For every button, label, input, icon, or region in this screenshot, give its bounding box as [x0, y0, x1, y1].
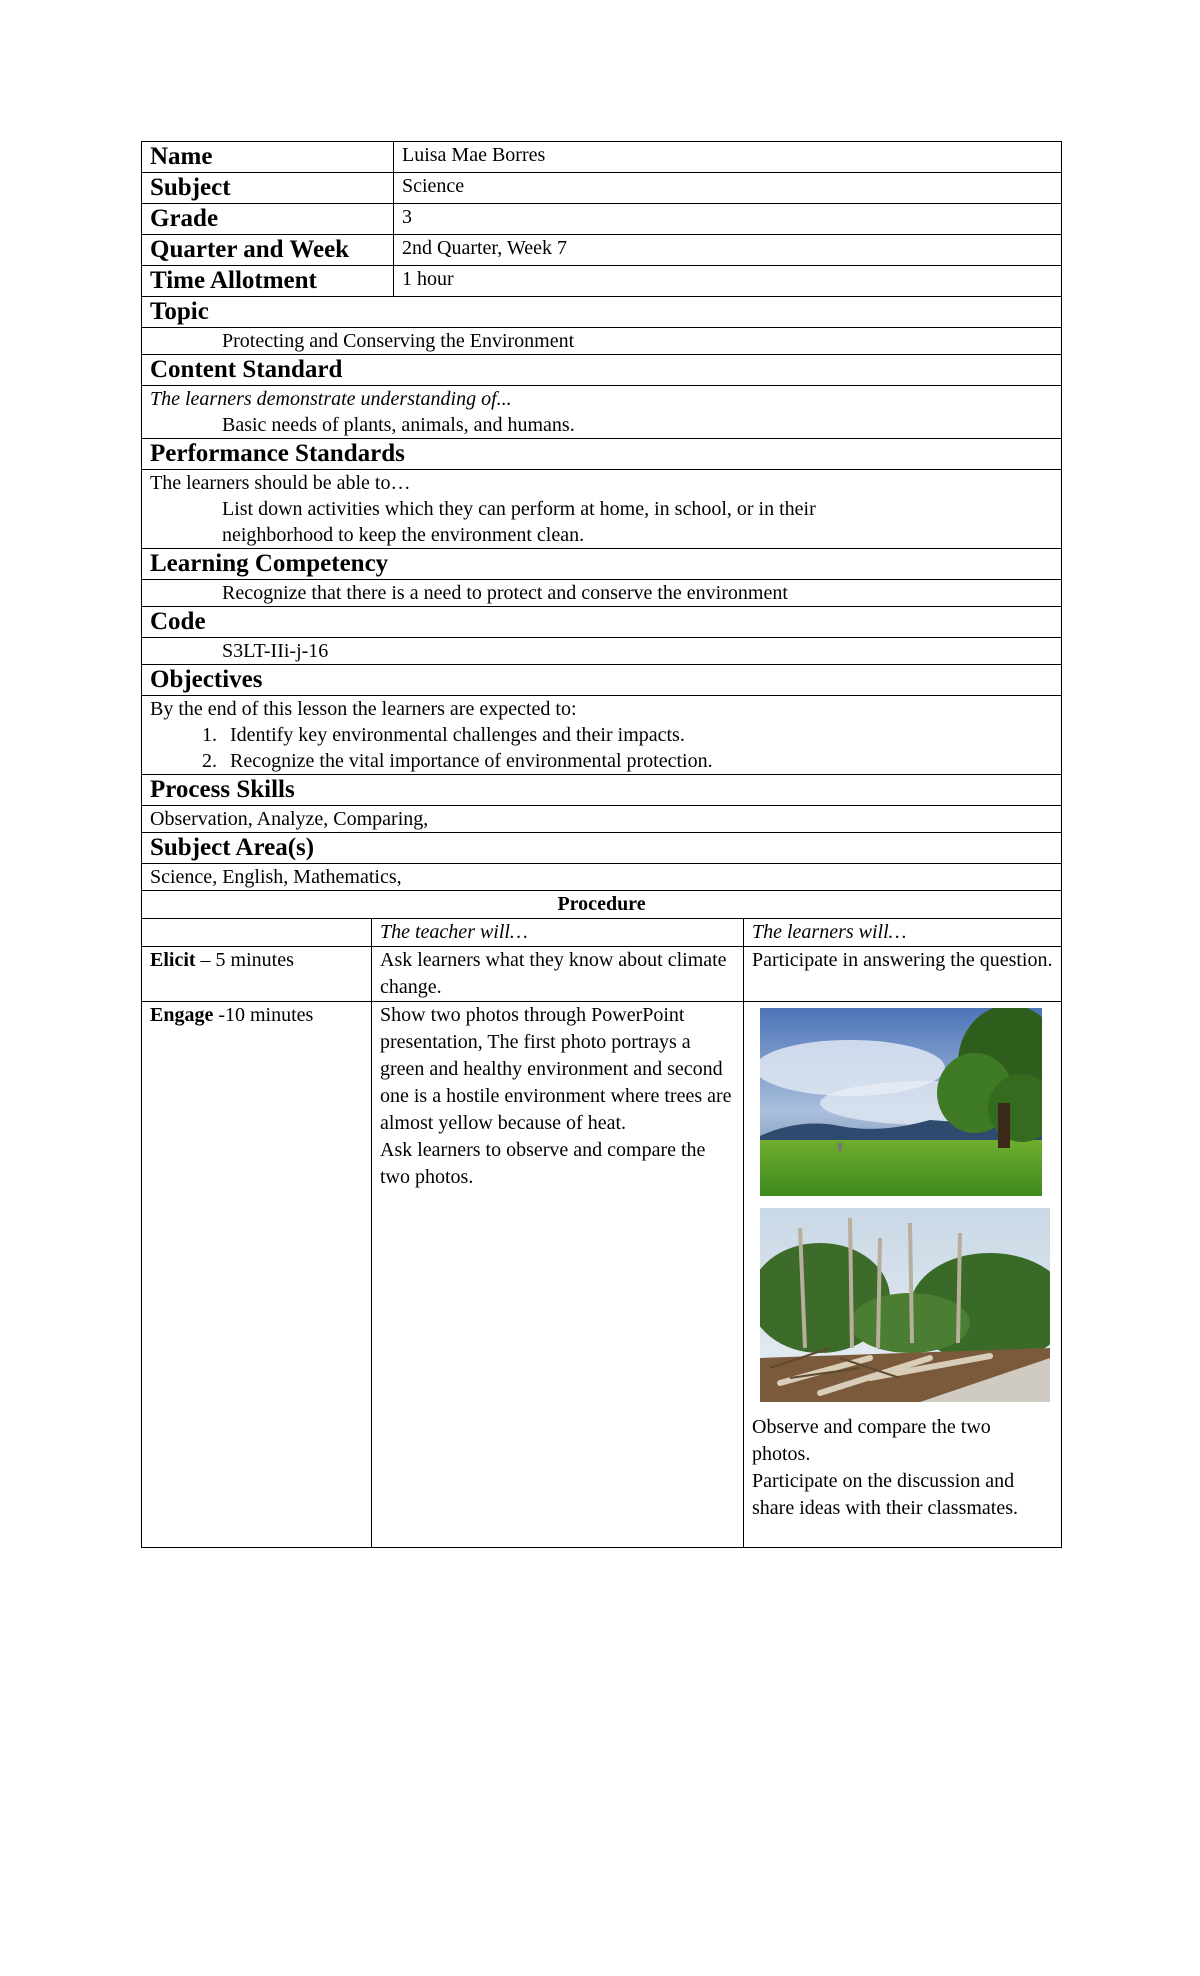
process-skills-text: Observation, Analyze, Comparing, [142, 806, 1062, 833]
elicit-learners: Participate in answering the question. [744, 946, 1062, 1001]
procedure-heading: Procedure [142, 890, 1062, 918]
performance-standards-intro: The learners should be able to… [150, 472, 411, 494]
topic-text: Protecting and Conserving the Environment [142, 328, 1062, 355]
engage-teacher-paragraph: Ask learners to observe and compare the two photos. [380, 1138, 706, 1188]
performance-standards-line1: List down activities which they can perform at home, in school, or in their [222, 498, 816, 520]
subject-row [142, 173, 1062, 204]
objective-item: 1. Identify key environmental challenges and their impacts. [222, 722, 1053, 748]
lesson-plan [141, 141, 1061, 1548]
engage-phase-name: Engage [150, 1003, 214, 1026]
content-standard-heading: Content Standard [142, 355, 1062, 386]
code-heading: Code [142, 607, 1062, 638]
objectives-list [150, 722, 1053, 774]
hostile-environment-photo [760, 1208, 1050, 1402]
quarter-value: 2nd Quarter, Week 7 [394, 235, 1062, 266]
name-label: Name [142, 142, 394, 173]
subject-areas-text: Science, English, Mathematics, [142, 864, 1062, 891]
engage-teacher [372, 1001, 744, 1547]
time-row [142, 266, 1062, 297]
content-standard-text: Basic needs of plants, animals, and humans. [222, 414, 575, 436]
subject-areas-heading: Subject Area(s) [142, 833, 1062, 864]
competency-text: Recognize that there is a need to protect and conserve the environment [142, 580, 1062, 607]
quarter-label: Quarter and Week [142, 235, 394, 266]
learners-header: The learners will… [744, 918, 1062, 946]
healthy-environment-photo [760, 1008, 1042, 1196]
name-row [142, 142, 1062, 173]
topic-heading: Topic [142, 297, 1062, 328]
engage-learners-paragraph: Observe and compare the two photos. [752, 1415, 991, 1465]
engage-phase [142, 1001, 372, 1547]
time-label: Time Allotment [142, 266, 394, 297]
grade-label: Grade [142, 204, 394, 235]
elicit-phase-name: Elicit [150, 948, 196, 971]
elicit-duration: – 5 minutes [195, 948, 294, 971]
grade-value: 3 [394, 204, 1062, 235]
objectives-heading: Objectives [142, 665, 1062, 696]
content-standard-intro: The learners demonstrate understanding of... [150, 388, 512, 410]
competency-heading: Learning Competency [142, 549, 1062, 580]
objectives-intro: By the end of this lesson the learners are expected to: [150, 698, 577, 720]
grade-row [142, 204, 1062, 235]
procedure-table [141, 890, 1062, 1548]
engage-row [142, 1001, 1062, 1547]
performance-standards-line2: neighborhood to keep the environment clean. [222, 524, 585, 546]
process-skills-heading: Process Skills [142, 775, 1062, 806]
procedure-header-row [142, 918, 1062, 946]
objectives-body [142, 696, 1062, 775]
engage-duration: -10 minutes [213, 1003, 314, 1026]
subject-label: Subject [142, 173, 394, 204]
engage-learners-paragraph: Participate on the discussion and share ideas with their classmates. [752, 1469, 1019, 1519]
phase-header [142, 918, 372, 946]
quarter-row [142, 235, 1062, 266]
performance-standards-body [142, 470, 1062, 549]
subject-value: Science [394, 173, 1062, 204]
teacher-header: The teacher will… [372, 918, 744, 946]
performance-standards-heading: Performance Standards [142, 439, 1062, 470]
engage-teacher-paragraph: Show two photos through PowerPoint presentation, The first photo portrays a green and healthy environment and second one is a hostile environment where trees are almost yellow because of heat. [380, 1003, 732, 1134]
name-value: Luisa Mae Borres [394, 142, 1062, 173]
objective-item: 2. Recognize the vital importance of environmental protection. [222, 748, 1053, 774]
lesson-info-table [141, 141, 1062, 891]
code-text: S3LT-IIi-j-16 [142, 638, 1062, 665]
time-value: 1 hour [394, 266, 1062, 297]
engage-learners [744, 1001, 1062, 1547]
elicit-teacher: Ask learners what they know about climate change. [372, 946, 744, 1001]
content-standard-body [142, 386, 1062, 439]
elicit-phase [142, 946, 372, 1001]
elicit-row [142, 946, 1062, 1001]
